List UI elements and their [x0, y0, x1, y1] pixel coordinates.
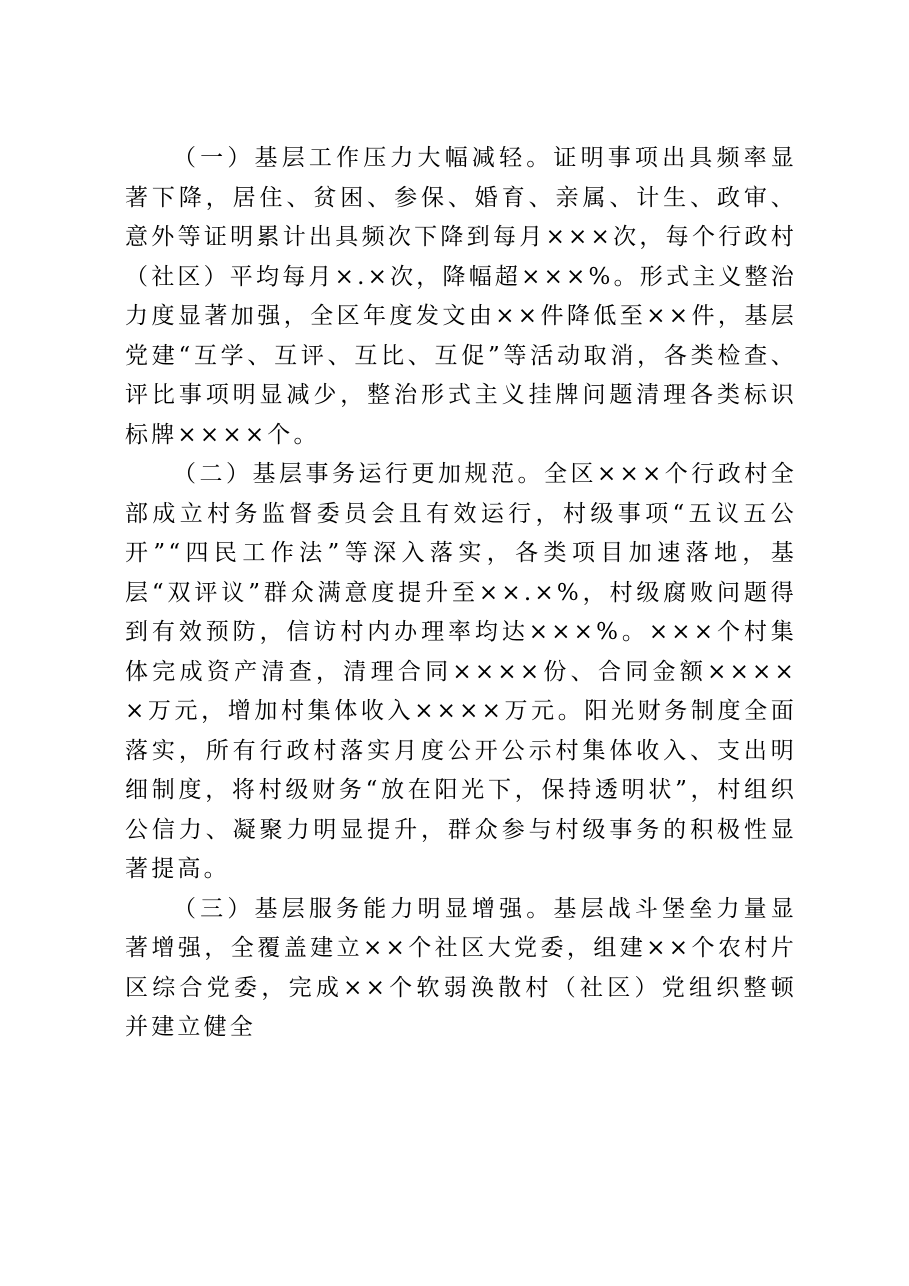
document-body [125, 139, 797, 1048]
paragraph-3: （三）基层服务能力明显增强。基层战斗堡垒力量显著增强，全覆盖建立××个社区大党委，组建××个农村片区综合党委，完成××个软弱涣散村（社区）党组织整顿并建立健全 [125, 895, 797, 1040]
paragraph-1: （一）基层工作压力大幅减轻。证明事项出具频率显著下降，居住、贫困、参保、婚育、亲属、计生、政审、意外等证明累计出具频次下降到每月×××次，每个行政村（社区）平均每月×.×次，降幅超×××%。形式主义整治力度显著加强，全区年度发文由××件降低至××件，基层党建“互学、互评、互比、互促”等活动取消，各类检查、评比事项明显减少，整治形式主义挂牌问题清理各类标识标牌××××个。 [125, 145, 797, 448]
paragraph-2: （二）基层事务运行更加规范。全区×××个行政村全部成立村务监督委员会且有效运行，村级事项“五议五公开”“四民工作法”等深入落实，各类项目加速落地，基层“双评议”群众满意度提升至××.×%，村级腐败问题得到有效预防，信访村内办理率均达×××%。×××个村集体完成资产清查，清理合同××××份、合同金额×××××万元，增加村集体收入××××万元。阳光财务制度全面落实，所有行政村落实月度公开公示村集体收入、支出明细制度，将村级财务“放在阳光下，保持透明状”，村组织公信力、凝聚力明显提升，群众参与村级事务的积极性显著提高。 [125, 461, 797, 882]
